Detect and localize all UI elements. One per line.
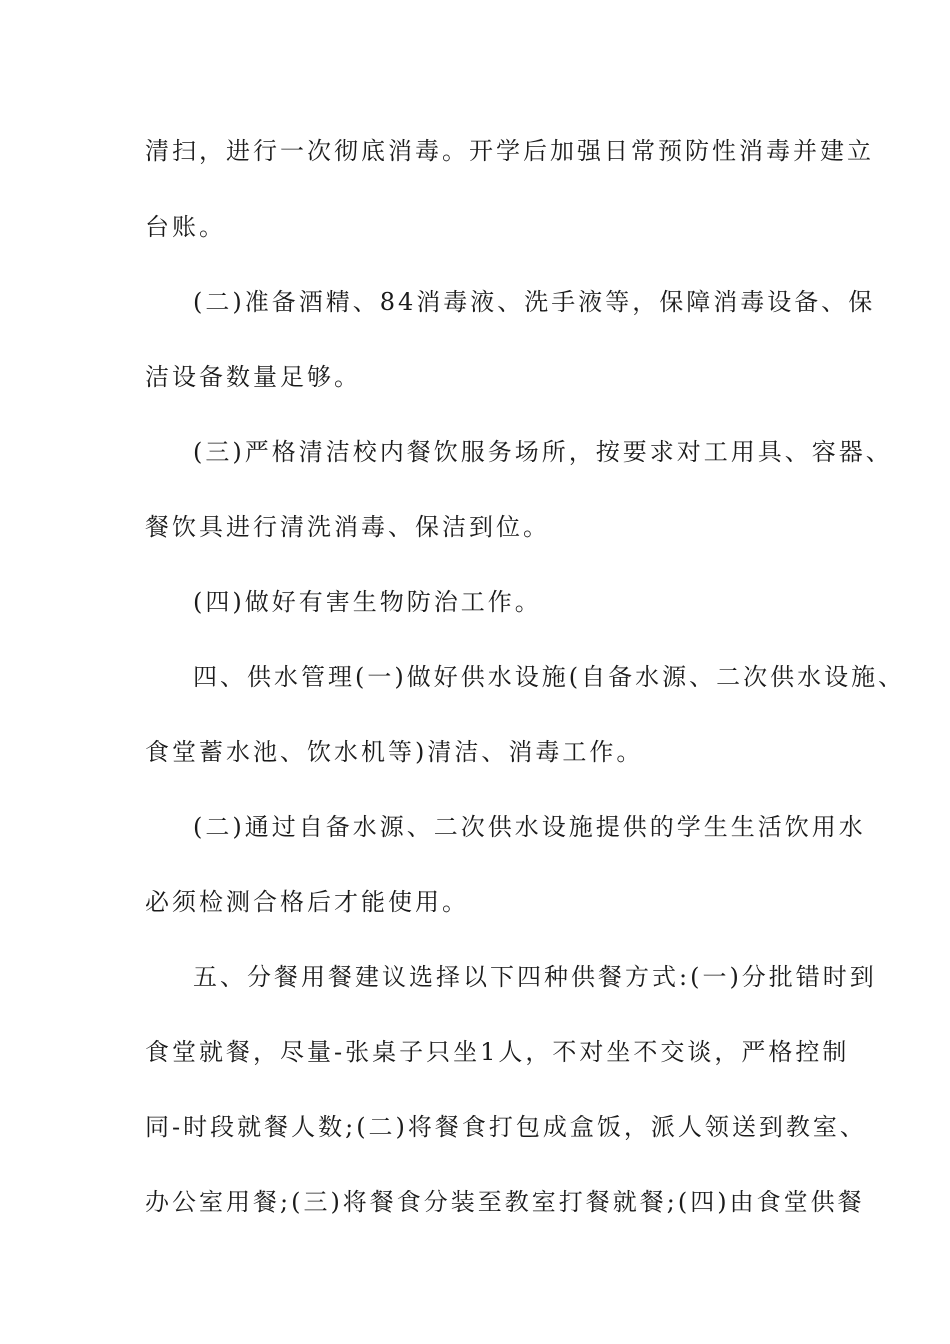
paragraph-line: (三)严格清洁校内餐饮服务场所，按要求对工用具、容器、	[193, 438, 893, 466]
section-heading-line: 五、分餐用餐建议选择以下四种供餐方式:(一)分批错时到	[193, 963, 877, 991]
paragraph-line: 必须检测合格后才能使用。	[145, 888, 469, 916]
paragraph-line: 食堂蓄水池、饮水机等)清洁、消毒工作。	[145, 738, 644, 766]
paragraph-line: (二)准备酒精、84消毒液、洗手液等，保障消毒设备、保	[193, 288, 876, 316]
paragraph-line: 食堂就餐，尽量-张桌子只坐1人，不对坐不交谈，严格控制	[145, 1038, 850, 1066]
paragraph-line: 办公室用餐;(三)将餐食分装至教室打餐就餐;(四)由食堂供餐	[145, 1188, 865, 1216]
paragraph-line: (四)做好有害生物防治工作。	[193, 588, 542, 616]
paragraph-line: 台账。	[145, 213, 226, 241]
paragraph-line: (二)通过自备水源、二次供水设施提供的学生生活饮用水	[193, 813, 866, 841]
paragraph-line: 洁设备数量足够。	[145, 363, 361, 391]
paragraph-line: 同-时段就餐人数;(二)将餐食打包成盒饭，派人领送到教室、	[145, 1113, 867, 1141]
paragraph-line: 餐饮具进行清洗消毒、保洁到位。	[145, 513, 550, 541]
paragraph-line: 清扫，进行一次彻底消毒。开学后加强日常预防性消毒并建立	[145, 137, 874, 165]
section-heading-line: 四、供水管理(一)做好供水设施(自备水源、二次供水设施、	[193, 663, 906, 691]
